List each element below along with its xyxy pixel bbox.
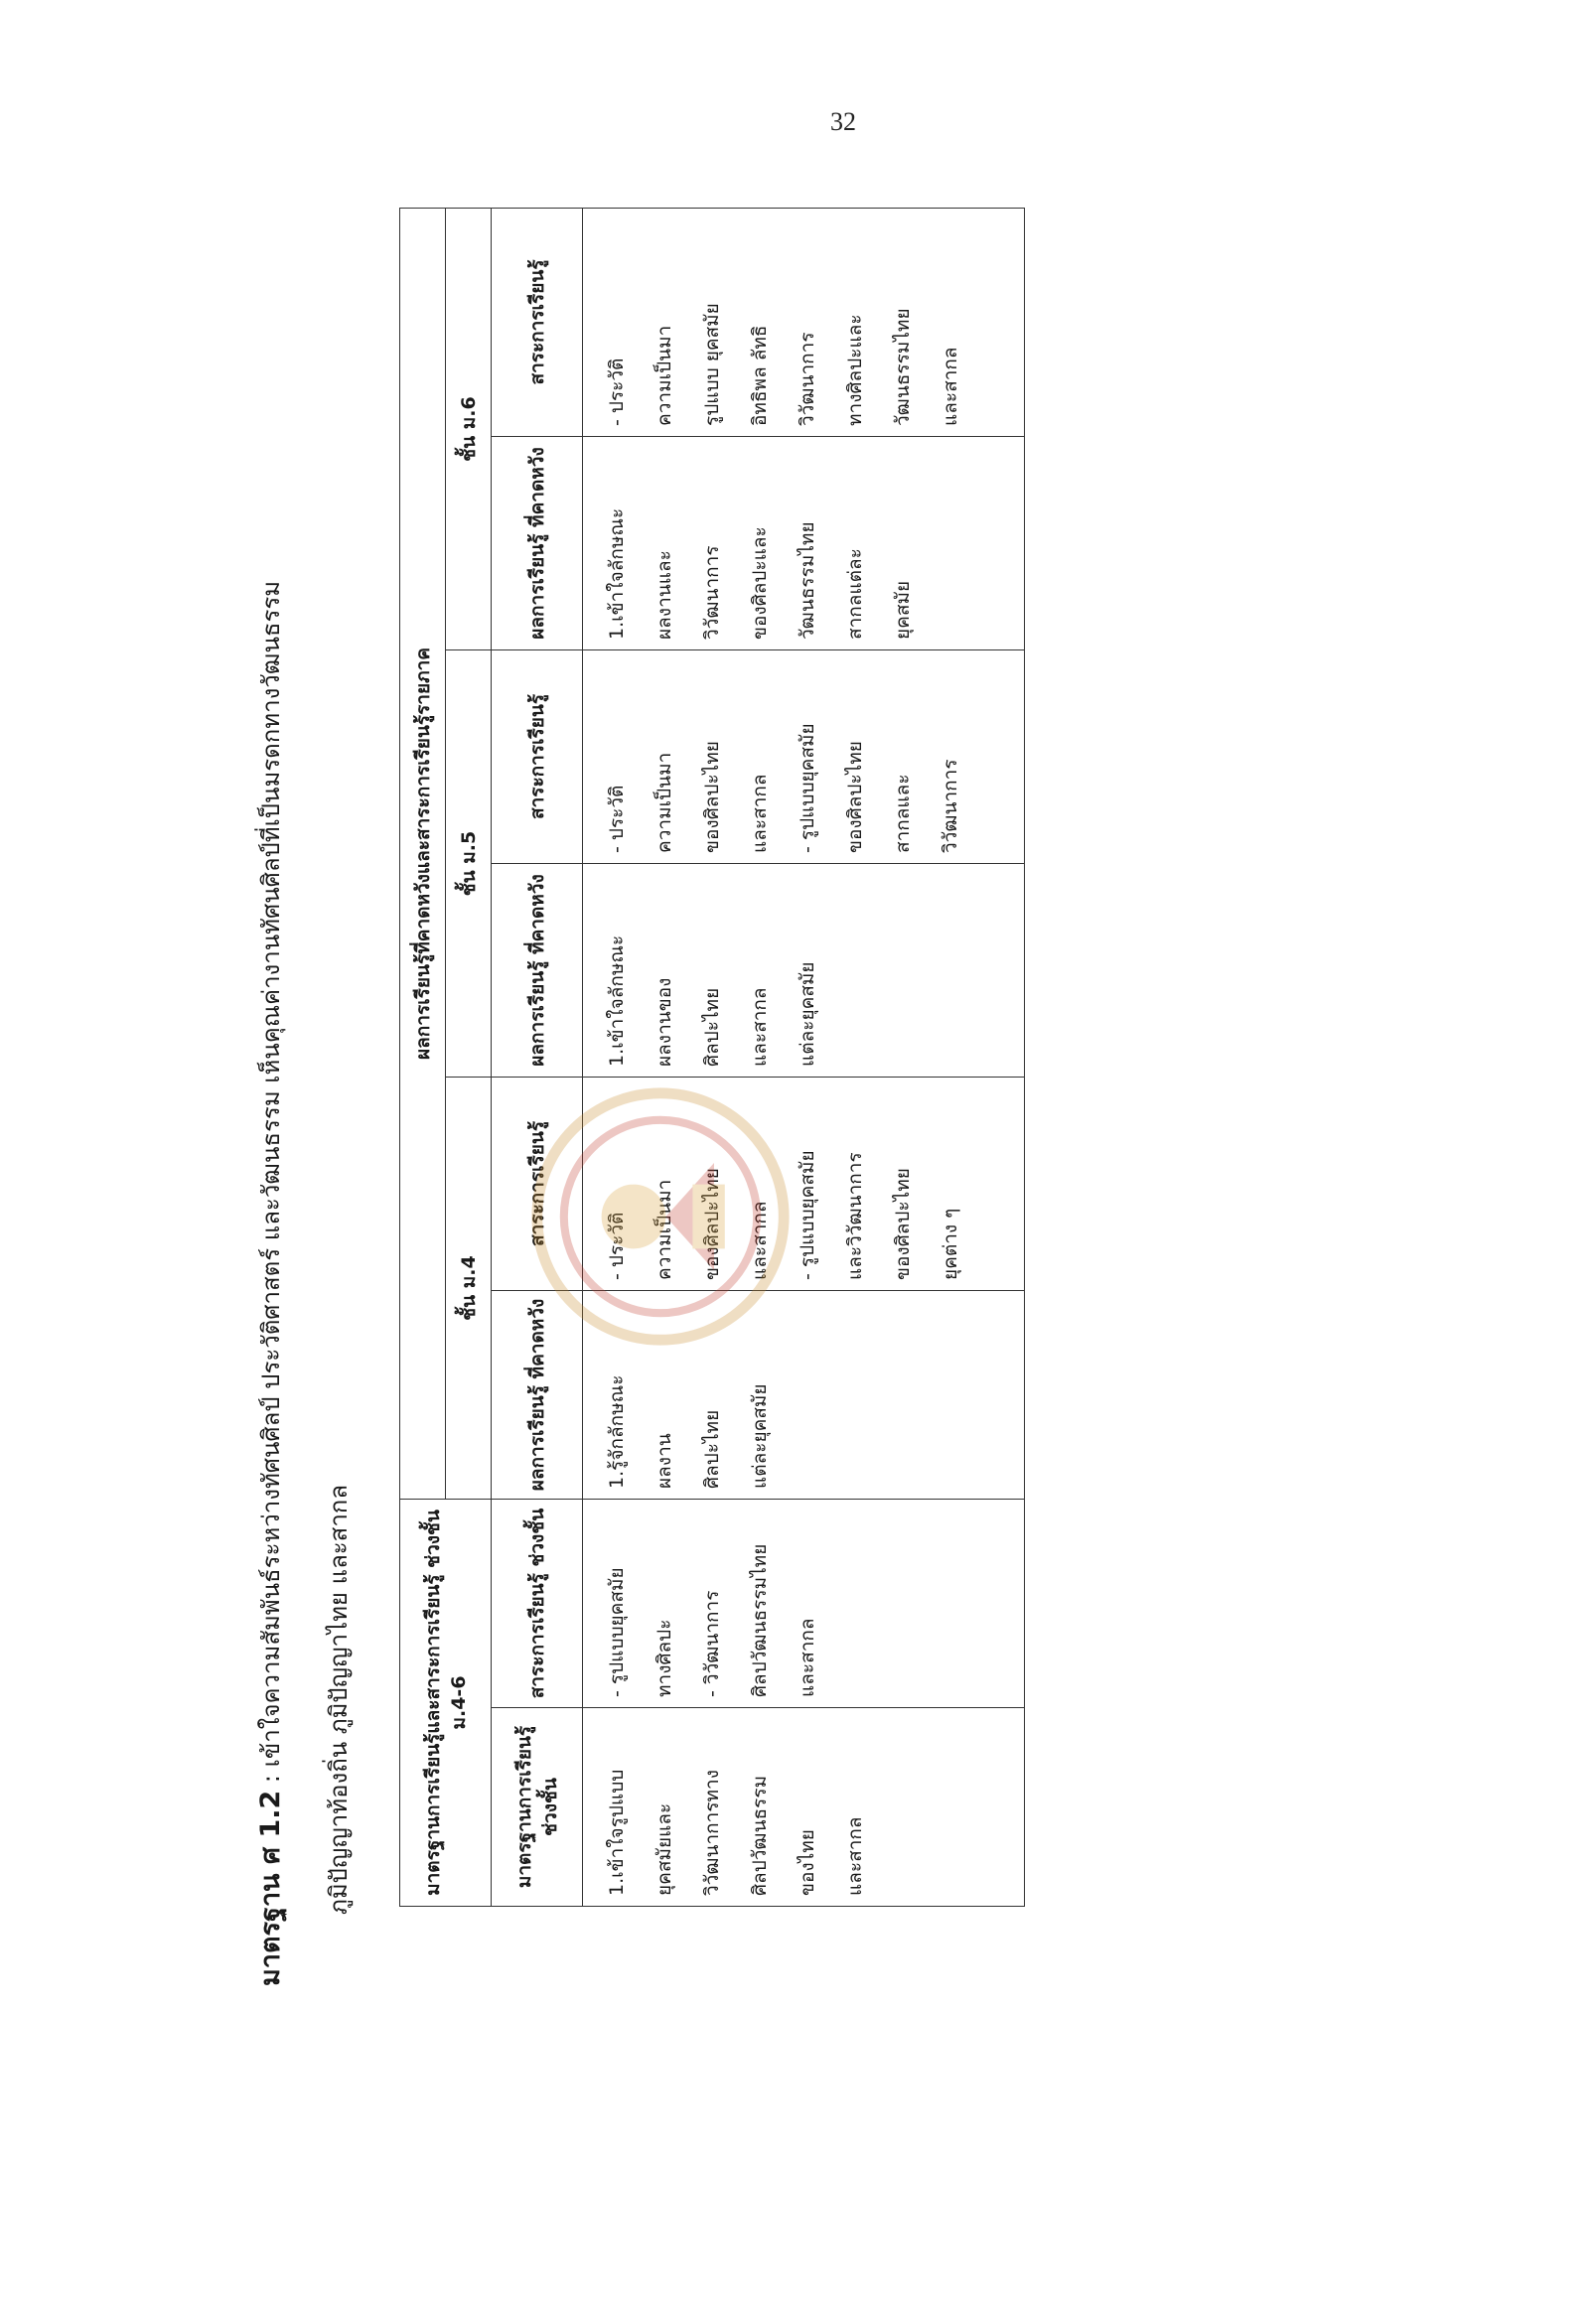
cell-line: ทางศิลปะและ — [844, 314, 866, 426]
cell-line: และสากล — [844, 1816, 866, 1896]
learning-standards-table — [399, 208, 1025, 1907]
col-header: ผลการเรียนรู้ ที่คาดหวัง — [492, 863, 583, 1077]
standard-description-cont: ภูมิปัญญาท้องถิ่น ภูมิปัญญาไทย และสากล — [325, 1484, 353, 1915]
table-cell — [583, 1290, 1025, 1499]
col-header: ผลการเรียนรู้ ที่คาดหวัง — [492, 436, 583, 649]
cell-line: วัฒนธรรมไทย — [892, 308, 914, 426]
cell-line: - ประวัติ — [606, 785, 628, 853]
cell-line: ยุคสมัยและ — [653, 1802, 675, 1896]
col-header: ผลการเรียนรู้ ที่คาดหวัง — [492, 1290, 583, 1499]
cell-line: อิทธิพล ลัทธิ — [749, 325, 771, 426]
cell-line: สากลและ — [892, 774, 914, 853]
cell-line: แต่ละยุคสมัย — [797, 961, 818, 1067]
cell-line: สากลแต่ละ — [844, 548, 866, 640]
cell-line: และสากล — [940, 347, 961, 426]
cell-line: วัฒนธรรมไทย — [797, 521, 818, 640]
cell-line: ยุคต่าง ๆ — [940, 1208, 961, 1280]
table-cell — [583, 1077, 1025, 1290]
cell-line: แต่ละยุคสมัย — [749, 1383, 771, 1489]
cell-line: 1.รู้จักลักษณะ — [606, 1374, 628, 1489]
table-cell — [583, 1499, 1025, 1707]
cell-line: 1.เข้าใจลักษณะ — [606, 935, 628, 1067]
cell-line: - รูปแบบยุคสมัย — [797, 1150, 818, 1280]
cell-line: วิวัฒนาการ — [940, 759, 961, 853]
cell-line: ของศิลปะและ — [749, 526, 771, 640]
cell-line: ศิลปวัฒนธรรมไทย — [749, 1543, 771, 1697]
col-header: สาระการเรียนรู้ — [492, 1077, 583, 1290]
cell-line: ของศิลปะไทย — [701, 1168, 723, 1280]
header-outcomes-group: ผลการเรียนรู้ที่คาดหวังและสาระการเรียนรู้รายภาค — [400, 208, 446, 1499]
cell-line: ศิลปะไทย — [701, 987, 723, 1067]
col-header: สาระการเรียนรู้ — [492, 208, 583, 436]
cell-line: ของศิลปะไทย — [701, 741, 723, 853]
cell-line: ผลงานของ — [653, 977, 675, 1067]
cell-line: ยุคสมัย — [892, 580, 914, 640]
cell-line: วิวัฒนาการทาง — [701, 1769, 723, 1896]
page-number: 32 — [830, 107, 856, 136]
cell-line: - รูปแบบยุคสมัย — [606, 1567, 628, 1697]
table-cell — [583, 863, 1025, 1077]
table-cell — [583, 208, 1025, 436]
cell-line: - ประวัติ — [606, 358, 628, 426]
cell-line: และสากล — [749, 774, 771, 853]
cell-line: รูปแบบ ยุคสมัย — [701, 303, 723, 426]
cell-line: - วิวัฒนาการ — [701, 1590, 723, 1697]
header-grade-m5: ชั้น ม.5 — [446, 649, 492, 1077]
standard-description: : เข้าใจความสัมพันธ์ระหว่างทัศนศิลป์ ประวัติศาสตร์ และวัฒนธรรม เห็นคุณค่างานทัศนศิลป์ที่เป็นมรดกทางวัฒนธรรม — [257, 580, 285, 1784]
cell-line: และสากล — [797, 1618, 818, 1697]
cell-line: ของไทย — [797, 1829, 818, 1896]
cell-line: ทางศิลปะ — [653, 1619, 675, 1697]
table-cell — [583, 649, 1025, 863]
cell-line: - รูปแบบยุคสมัย — [797, 723, 818, 853]
cell-line: ความเป็นมา — [653, 1179, 675, 1280]
table-cell — [583, 1708, 1025, 1907]
cell-line: วิวัฒนาการ — [797, 332, 818, 426]
cell-line: - ประวัติ — [606, 1212, 628, 1280]
header-grade-m6: ชั้น ม.6 — [446, 208, 492, 649]
cell-line: ผลงาน — [653, 1433, 675, 1489]
cell-line: 1.เข้าใจรูปแบบ — [606, 1769, 628, 1896]
col-header: สาระการเรียนรู้ ช่วงชั้น — [492, 1499, 583, 1707]
cell-line: วิวัฒนาการ — [701, 545, 723, 640]
cell-line: ความเป็นมา — [653, 752, 675, 853]
cell-line: และวิวัฒนาการ — [844, 1152, 866, 1280]
cell-line: และสากล — [749, 1201, 771, 1280]
col-header: สาระการเรียนรู้ — [492, 649, 583, 863]
header-grade-m4: ชั้น ม.4 — [446, 1077, 492, 1499]
cell-line: 1.เข้าใจลักษณะ — [606, 507, 628, 640]
cell-line: ศิลปะไทย — [701, 1409, 723, 1489]
cell-line: ของศิลปะไทย — [844, 741, 866, 853]
rotated-page-content — [248, 0, 1043, 1986]
col-header: มาตรฐานการเรียนรู้ ช่วงชั้น — [492, 1708, 583, 1907]
cell-line: ความเป็นมา — [653, 325, 675, 426]
table-cell — [583, 436, 1025, 649]
standard-label: มาตรฐาน ศ 1.2 — [255, 1790, 286, 1986]
table-row — [583, 208, 1025, 1906]
cell-line: ผลงานและ — [653, 550, 675, 640]
header-standards-group: มาตรฐานการเรียนรู้และสาระการเรียนรู้ ช่วงชั้น ม.4-6 — [400, 1499, 492, 1906]
cell-line: และสากล — [749, 987, 771, 1067]
cell-line: ศิลปวัฒนธรรม — [749, 1775, 771, 1896]
cell-line: ของศิลปะไทย — [892, 1168, 914, 1280]
